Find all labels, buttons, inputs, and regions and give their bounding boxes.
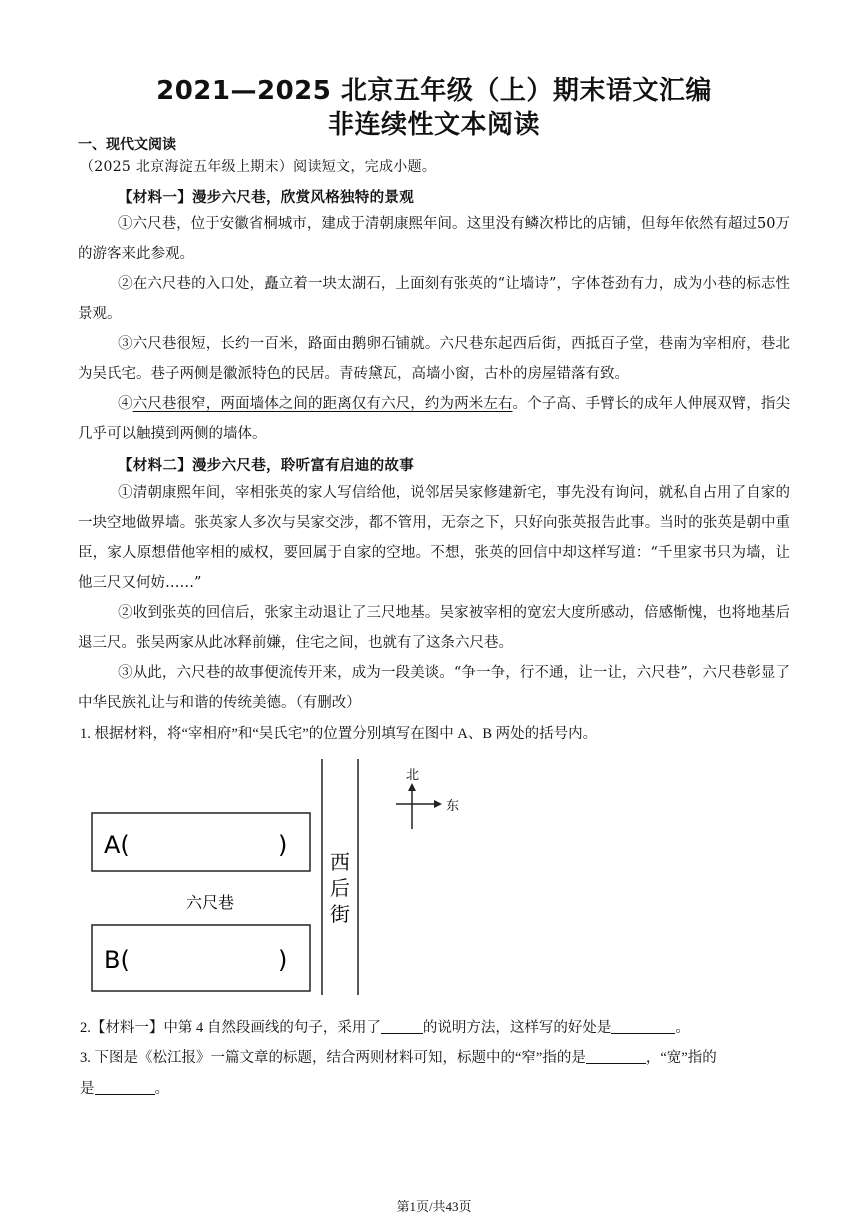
page-number: 第1页/共43页 <box>396 1199 472 1214</box>
question-3-part-a: 3. 下图是《松江报》一篇文章的标题，结合两则材料可知，标题中的“窄”指的是 <box>80 1050 586 1066</box>
material2-paragraph-1 <box>78 478 790 598</box>
material2-heading: 【材料二】漫步六尺巷，聆听富有启迪的故事 <box>118 457 414 474</box>
material1-p4-rest: 。个子高、手臂长的成年人伸展双臂，指尖几乎可以触摸到两侧的墙体。 <box>78 396 791 442</box>
lane-label: 六尺巷 <box>186 893 235 912</box>
material1-paragraph-2 <box>78 269 790 329</box>
document-subtitle: 非连续性文本阅读 <box>327 110 540 140</box>
street-char-1: 西 <box>330 850 350 874</box>
answer-blank-narrow[interactable] <box>586 1049 646 1064</box>
material1-p2-text: ②在六尺巷的入口处，矗立着一块太湖石，上面刻有张英的“让墙诗”，字体苍劲有力，成为小巷的标志性景观。 <box>78 276 790 322</box>
box-b-label: B( <box>104 946 130 974</box>
material1-p4-prefix: ④ <box>118 396 133 412</box>
question-3-continued <box>80 1077 169 1098</box>
section-heading: 一、现代文阅读 <box>78 137 176 153</box>
question-2-part-b: 的说明方法，这样写的好处是 <box>422 1020 612 1036</box>
box-a-close-paren: ) <box>278 831 288 859</box>
question-2 <box>80 1016 690 1037</box>
material1-p1-text: ①六尺巷，位于安徽省桐城市，建成于清朝康熙年间。这里没有鳞次栉比的店铺，但每年依然有超过50万的游客来此参观。 <box>78 216 790 262</box>
material1-p3-text: ③六尺巷很短，长约一百米，路面由鹅卵石铺就。六尺巷东起西后街，西抵百子堂，巷南为宰相府，巷北为吴氏宅。巷子两侧是徽派特色的民居。青砖黛瓦，高墙小窗，古朴的房屋错落有致。 <box>78 336 790 382</box>
question-2-part-a: 2.【材料一】中第 4 自然段画线的句子，采用了 <box>80 1020 381 1036</box>
source-note: （2025 北京海淀五年级上期末）阅读短文，完成小题。 <box>80 159 437 175</box>
material1-paragraph-1 <box>78 209 790 269</box>
material2-p1-text: ①清朝康熙年间，宰相张英的家人写信给他，说邻居吴家修建新宅，事先没有询问，就私自占用了自家的一块空地做界墙。张英家人多次与吴家交涉，都不管用，无奈之下，只好向张英报告此事。当时的张英是朝中重臣，家人原想借他宰相的威权，要回属于自家的空地。不想，张英的回信中却这样写道：“千里家书只为墙，让他三尺又何妨……” <box>78 485 790 591</box>
underlined-sentence: 六尺巷很窄，两面墙体之间的距离仅有六尺，约为两米左右 <box>132 396 513 412</box>
document-title: 2021—2025 北京五年级（上）期末语文汇编 <box>156 76 712 106</box>
question-3-part-b: ，“宽”指的 <box>645 1050 717 1066</box>
street-char-2: 后 <box>330 876 350 900</box>
material1-heading: 【材料一】漫步六尺巷，欣赏风格独特的景观 <box>118 189 414 206</box>
material2-p3-text: ③从此，六尺巷的故事便流传开来，成为一段美谈。“争一争，行不通，让一让，六尺巷”，六尺巷彰显了中华民族礼让与和谐的传统美德。（有删改） <box>78 665 790 711</box>
lane-diagram <box>80 755 480 1000</box>
question-2-part-c: 。 <box>675 1020 690 1036</box>
north-label: 北 <box>406 768 420 783</box>
east-label: 东 <box>446 799 460 814</box>
answer-blank-benefit[interactable] <box>611 1019 675 1034</box>
compass-icon <box>396 768 459 829</box>
material2-p2-text: ②收到张英的回信后，张家主动退让了三尺地基。吴家被宰相的宽宏大度所感动，倍感惭愧，也将地基后退三尺。张吴两家从此冰释前嫌，住宅之间，也就有了这条六尺巷。 <box>78 605 790 651</box>
answer-blank-method[interactable] <box>381 1019 423 1034</box>
answer-blank-wide[interactable] <box>95 1080 155 1095</box>
question-3-part-c: 是 <box>80 1081 95 1097</box>
question-3 <box>80 1046 717 1067</box>
question-1: 1. 根据材料，将“宰相府”和“吴氏宅”的位置分别填写在图中 A、B 两处的括号内。 <box>80 726 598 742</box>
material2-paragraph-3 <box>78 658 790 718</box>
material2-paragraph-2 <box>78 598 790 658</box>
box-b-close-paren: ) <box>278 946 288 974</box>
material1-paragraph-4 <box>78 389 790 449</box>
box-a-label: A( <box>104 831 130 859</box>
question-3-part-d: 。 <box>154 1081 169 1097</box>
street-char-3: 街 <box>330 902 350 926</box>
material1-paragraph-3 <box>78 329 790 389</box>
